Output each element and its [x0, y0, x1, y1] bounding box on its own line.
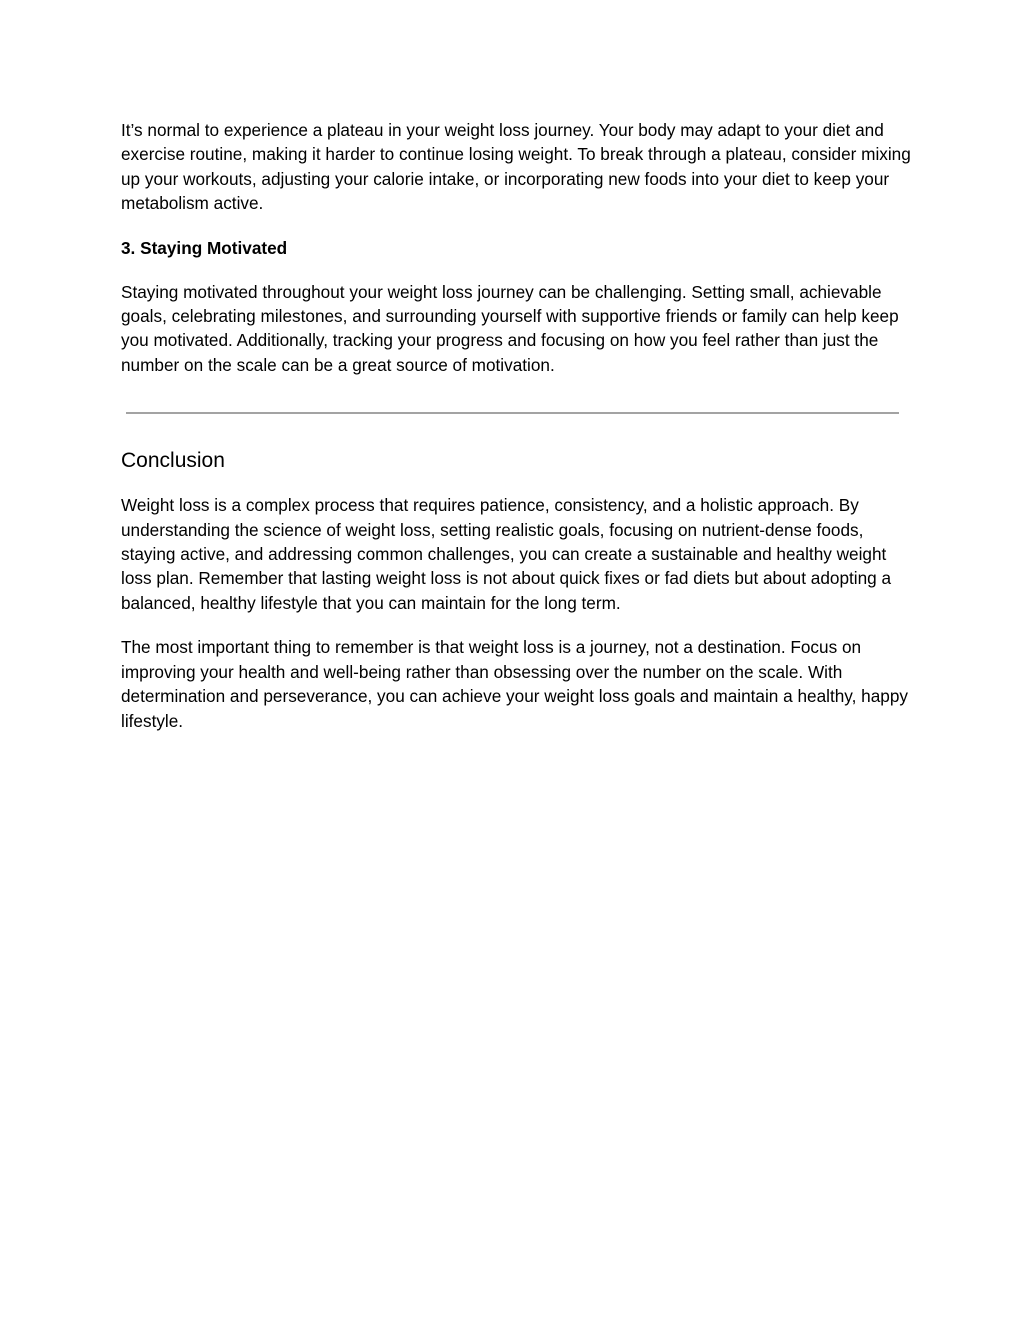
conclusion-title: Conclusion [121, 449, 225, 473]
conclusion-paragraph-1: Weight loss is a complex process that requires patience, consistency, and a holistic approach. By understanding the science of weight loss, setting realistic goals, focusing on nutrient-dense foods, staying active, and addressing common challenges, you can create a sustainable and healthy weight loss plan. Remember that lasting weight loss is not about quick fixes or fad diets but about adopting a balanced, healthy lifestyle that you can maintain for the long term. [121, 495, 892, 613]
document-page [121, 118, 911, 733]
subheading-staying-motivated: 3. Staying Motivated [121, 237, 288, 258]
conclusion-paragraph-2: The most important thing to remember is that weight loss is a journey, not a destination. Focus on improving your health and well-being rather than obsessing over the number on the scale. With determination and perseverance, you can achieve your weight loss goals and maintain a healthy, happy lifestyle. [121, 637, 908, 731]
paragraph-plateau: It’s normal to experience a plateau in your weight loss journey. Your body may adapt to your diet and exercise routine, making it harder to continue losing weight. To break through a plateau, consider mixing up your workouts, adjusting your calorie intake, or incorporating new foods into your diet to keep your metabolism active. [121, 120, 911, 214]
paragraph-motivation: Staying motivated throughout your weight loss journey can be challenging. Setting small, achievable goals, celebrating milestones, and surrounding yourself with supportive friends or family can help keep you motivated. Additionally, tracking your progress and focusing on how you feel rather than just the number on the scale can be a great source of motivation. [121, 281, 899, 375]
